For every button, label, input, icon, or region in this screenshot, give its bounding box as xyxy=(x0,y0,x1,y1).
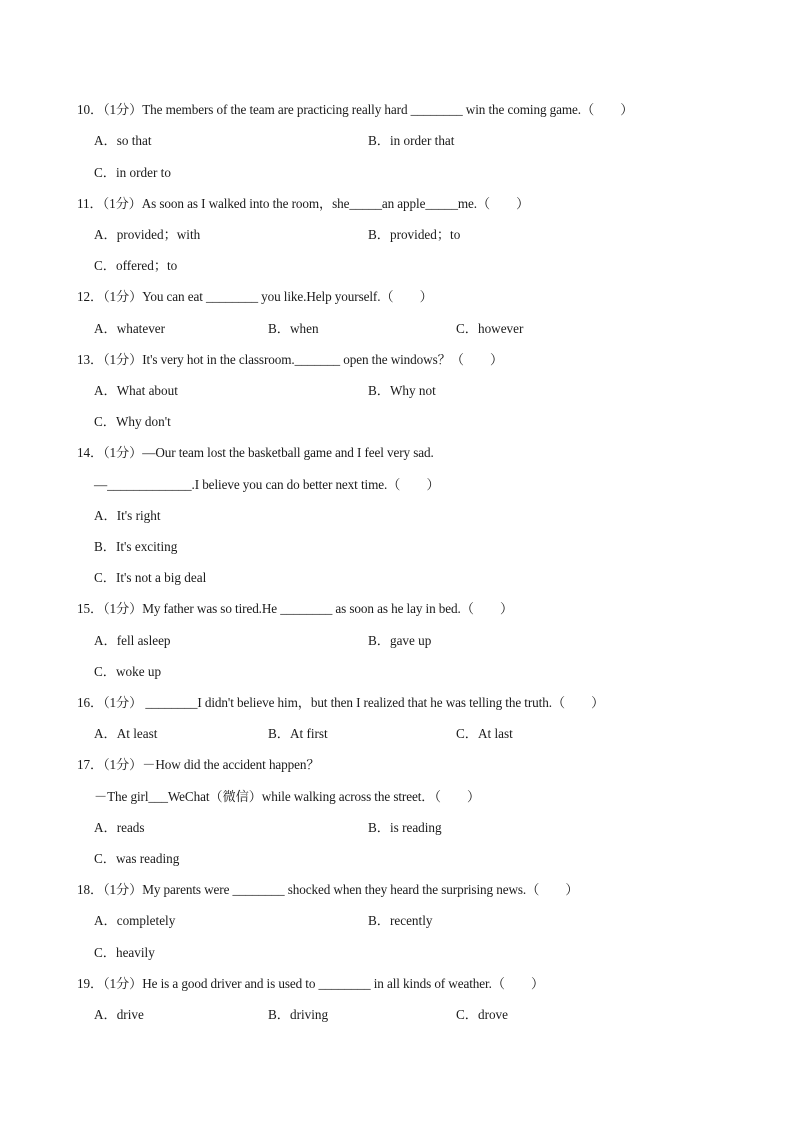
question-15-option-c: C．woke up xyxy=(94,664,162,679)
question-11-stem: 11．（1分）As soon as I walked into the room，she_____an apple_____me.（ ） xyxy=(77,196,530,211)
question-12-option-c: C．however xyxy=(456,321,524,336)
question-19-option-a: A．drive xyxy=(94,1007,144,1022)
question-14-option-c: C．It's not a big deal xyxy=(94,570,207,585)
question-13-stem: 13．（1分）It's very hot in the classroom._______ open the windows？（ ） xyxy=(77,352,504,367)
question-10-option-a: A．so that xyxy=(94,133,152,148)
question-12-option-a: A．whatever xyxy=(94,321,166,336)
question-10-stem: 10．（1分）The members of the team are practicing really hard ________ win the coming game.（ ） xyxy=(77,102,634,117)
question-11-option-c: C．offered；to xyxy=(94,258,178,273)
question-13-option-a: A．What about xyxy=(94,383,178,398)
question-12-option-b: B．when xyxy=(268,321,319,336)
question-19-option-c: C．drove xyxy=(456,1007,509,1022)
question-19-stem: 19．（1分）He is a good driver and is used to ________ in all kinds of weather.（ ） xyxy=(77,976,545,991)
question-12-stem: 12．（1分）You can eat ________ you like.Help yourself.（ ） xyxy=(77,289,433,304)
question-17-option-a: A．reads xyxy=(94,820,145,835)
question-17-option-b: B．is reading xyxy=(368,820,442,835)
question-16-option-a: A．At least xyxy=(94,726,158,741)
question-16-option-b: B．At first xyxy=(268,726,328,741)
question-15-stem: 15．（1分）My father was so tired.He ________ as soon as he lay in bed.（ ） xyxy=(77,601,514,616)
question-14-option-b: B．It's exciting xyxy=(94,539,178,554)
question-16-option-c: C．At last xyxy=(456,726,513,741)
question-10-option-c: C．in order to xyxy=(94,165,171,180)
question-13-option-b: B．Why not xyxy=(368,383,436,398)
question-18-option-b: B．recently xyxy=(368,913,433,928)
question-18-stem: 18．（1分）My parents were ________ shocked when they heard the surprising news.（ ） xyxy=(77,882,579,897)
question-16-stem: 16．（1分） ________I didn't believe him，but then I realized that he was telling the truth.（ ） xyxy=(77,695,605,710)
question-17-stem-reply: －The girl___WeChat（微信）while walking across the street．（ ） xyxy=(94,789,481,804)
question-15-option-b: B．gave up xyxy=(368,633,432,648)
question-15-option-a: A．fell asleep xyxy=(94,633,171,648)
question-10-option-b: B．in order that xyxy=(368,133,455,148)
question-18-option-a: A．completely xyxy=(94,913,176,928)
question-11-option-a: A．provided；with xyxy=(94,227,201,242)
question-11-option-b: B．provided；to xyxy=(368,227,461,242)
question-14-stem: 14．（1分）—Our team lost the basketball game and I feel very sad. xyxy=(77,445,434,460)
question-14-stem-reply: —_____________.I believe you can do better next time.（ ） xyxy=(94,477,440,492)
question-17-option-c: C．was reading xyxy=(94,851,180,866)
question-17-stem: 17．（1分）－How did the accident happen？ xyxy=(77,757,320,772)
question-19-option-b: B．driving xyxy=(268,1007,329,1022)
question-18-option-c: C．heavily xyxy=(94,945,155,960)
question-14-option-a: A．It's right xyxy=(94,508,161,523)
question-13-option-c: C．Why don't xyxy=(94,414,171,429)
